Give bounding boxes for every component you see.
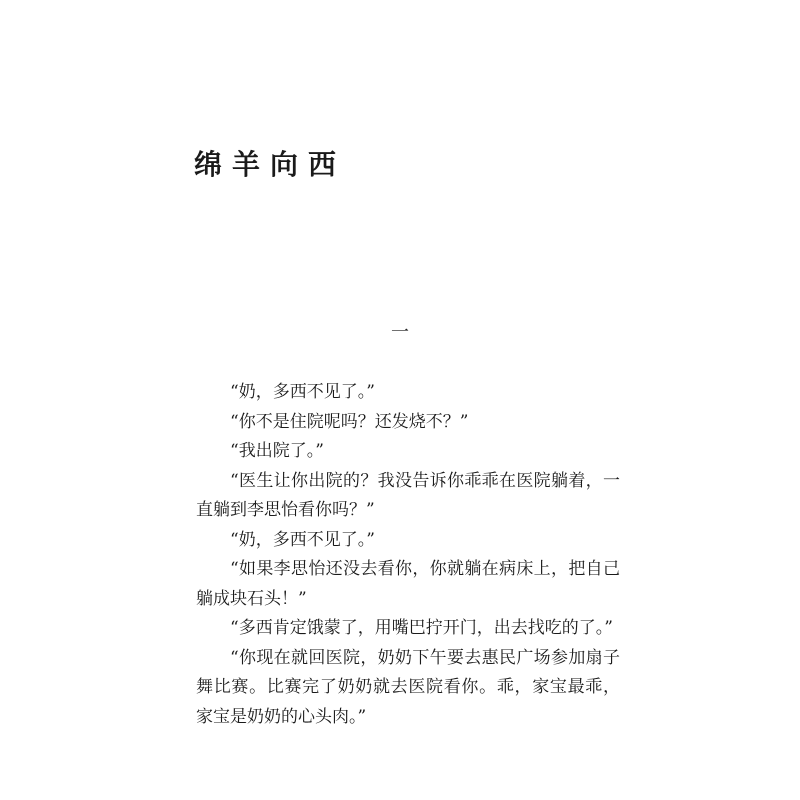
- story-title: 绵羊向西: [194, 148, 347, 181]
- paragraph: “奶，多西不见了。”: [230, 529, 375, 550]
- paragraph: “我出院了。”: [230, 441, 324, 461]
- chapter-number: 一: [391, 322, 409, 343]
- paragraph: “如果李思怡还没去看你，你就躺在病床上，把自己躺成块石头！”: [196, 559, 620, 609]
- paragraph: “医生让你出院的？我没告诉你乖乖在医院躺着，一直躺到李思怡看你吗？”: [196, 470, 620, 520]
- story-body: [196, 378, 620, 732]
- paragraph: “奶，多西不见了。”: [230, 382, 375, 402]
- paragraph: “你不是住院呢吗？还发烧不？”: [230, 411, 469, 432]
- paragraph: “多西肯定饿蒙了，用嘴巴拧开门，出去找吃的了。”: [230, 618, 613, 638]
- paragraph: “你现在就回医院，奶奶下午要去惠民广场参加扇子舞比赛。比赛完了奶奶就去医院看你。乖，家宝最乖，家宝是奶奶的心头肉。”: [196, 647, 620, 727]
